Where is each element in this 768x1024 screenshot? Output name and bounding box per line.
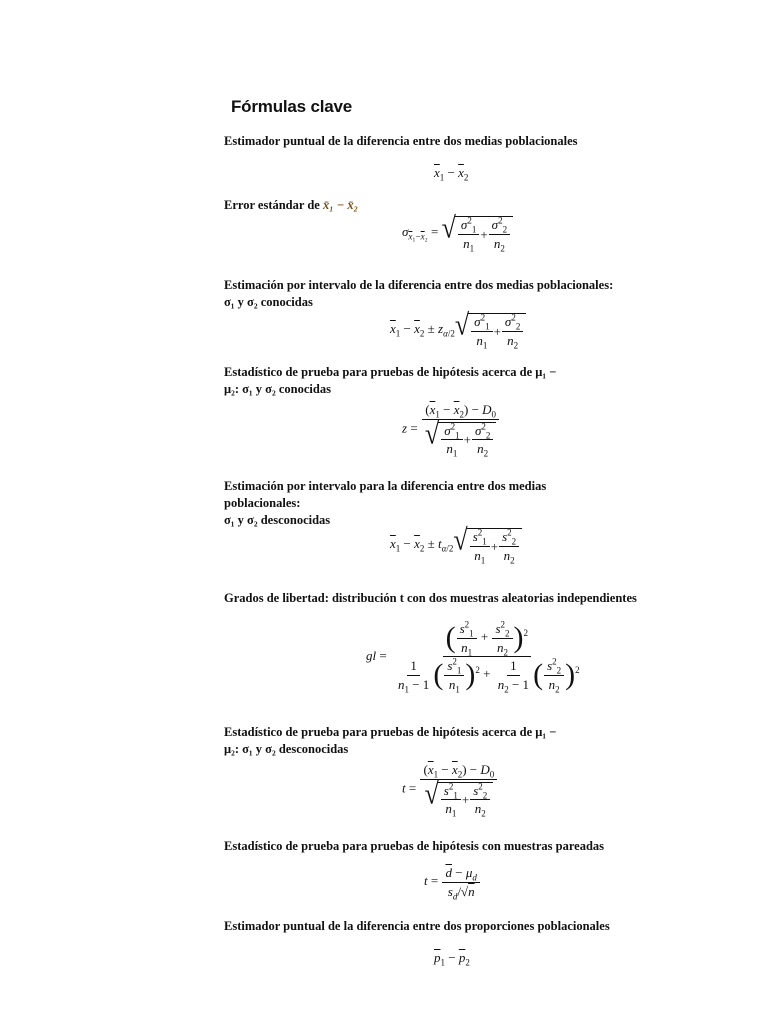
section-heading-1: Estimador puntual de la diferencia entre dos medias poblacionales [224,134,578,148]
section-heading-5: Estimación por intervalo para la diferencia entre dos medias poblacionales: σ₁ y σ₂ desconocidas [224,479,547,527]
section-heading-3: Estimación por intervalo de la diferencia entre dos medias poblacionales: σ₁ y σ₂ conocidas [224,278,614,309]
section-heading-8: Estadístico de prueba para pruebas de hipótesis con muestras pareadas [224,839,605,853]
section-heading-2: Error estándar de x̄₁ − x̄₂ [224,198,359,212]
formula-test-known: z = $(\overline{x}_1 - \overline{x}_2) - D_0$ √ $\frac{\sigma^2_1}{n_1}$ + $\frac{\sigma^2_2}{n_2}$ [402,403,500,456]
formula-interval-unknown: $\overline{x}_1 - \overline{x}_2 \pm t_{\alpha/2}$ √ $\frac{s^2_1}{n_1}$ + $\frac{s^2_2}{n_2}$ [390,528,522,562]
formula-degrees-of-freedom: gl = ( $\frac{s^2_1}{n_1}$ + $\frac{s^2_2}{n_2}$ )$^2$ $\frac{1}{n_1 - 1}$ ( $\frac{s^2_1}{n_1}$ )$^2$ + $\frac{1}{n_2 - 1}$ ( $\frac{s^2_2}{n_2}$ )$^2$ [366,619,580,695]
section-heading-6: Grados de libertad: distribución t con dos muestras aleatorias independientes [224,591,637,605]
section-heading-7: Estadístico de prueba para pruebas de hipótesis acerca de μ₁ − μ₂: σ₁ y σ₂ desconocidas [224,725,557,756]
formula-point-estimator-means: $\overline{x}_1 - \overline{x}_2$ [434,165,469,183]
section-heading-4: Estadístico de prueba para pruebas de hipótesis acerca de μ₁ − μ₂: σ₁ y σ₂ conocidas [224,365,557,396]
formula-standard-error: $\sigma_{\overline{x}_1-\overline{x}_2}$ = √ $\frac{\sigma^2_1}{n_1}$ + $\frac{\sigma^2_2}{n_2}$ [402,216,513,250]
formula-paired: t = $\frac{\overline{d} - \mu_d}{s_d/√n}$ [424,866,481,898]
formula-interval-known: $\overline{x}_1 - \overline{x}_2 \pm z_{\alpha/2}$ √ $\frac{\sigma^2_1}{n_1}$ + $\frac{\sigma^2_2}{n_2}$ [390,313,526,347]
section-heading-9: Estimador puntual de la diferencia entre dos proporciones poblacionales [224,919,610,933]
formula-point-estimator-proportions: $\overline{p}_1 - \overline{p}_2$ [434,950,470,968]
page-title: Fórmulas clave [231,97,352,116]
formula-test-unknown: t = $(\overline{x}_1 - \overline{x}_2) - D_0$ √ $\frac{s^2_1}{n_1}$ + $\frac{s^2_2}{n_2}$ [402,763,498,816]
